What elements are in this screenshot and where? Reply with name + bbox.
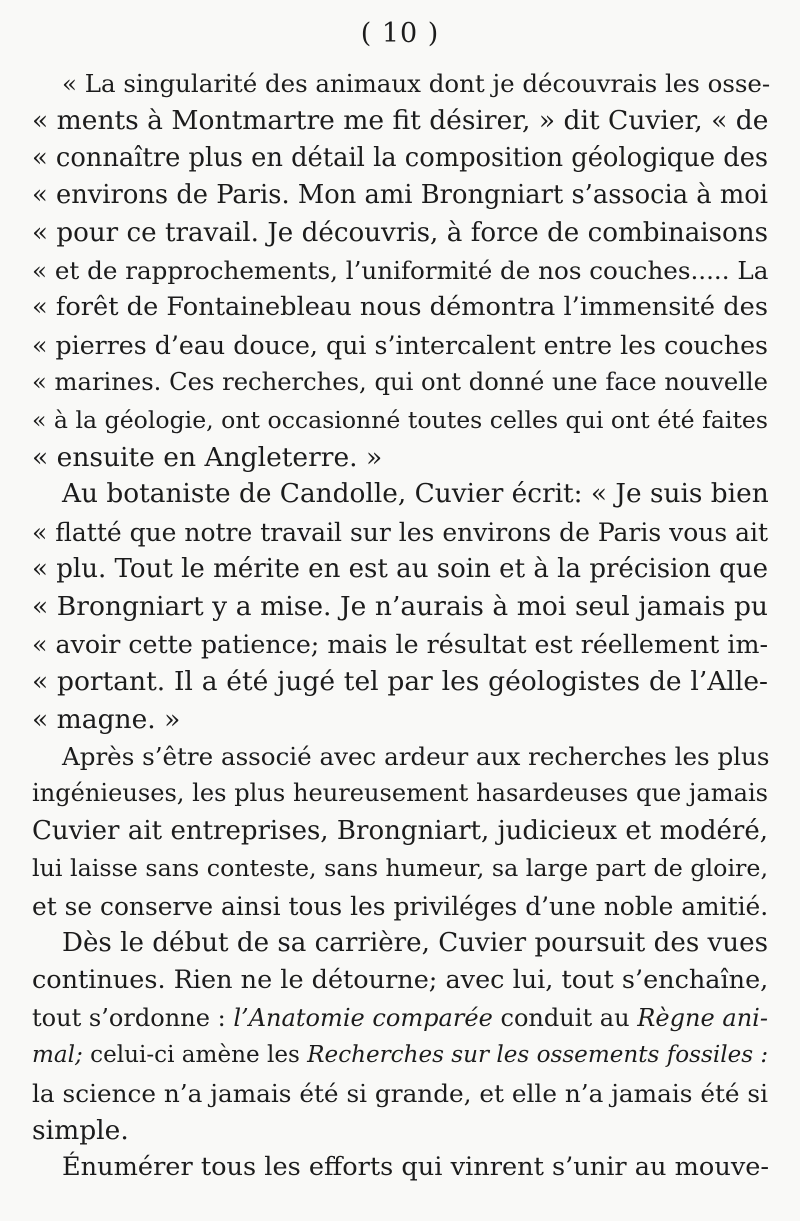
text-segment: conduit au (492, 1003, 638, 1032)
text-line: Cuvier ait entreprises, Brongniart, judicieux et modéré, (32, 815, 768, 846)
text-line: « portant. Il a été jugé tel par les géologistes de l’Alle- (32, 666, 768, 698)
italic-title-regne: Règne ani- (637, 1003, 768, 1032)
text-line: « pour ce travail. Je découvris, à force de combinaisons (32, 217, 768, 248)
text-line-mixed (32, 1037, 768, 1074)
text-line: « flatté que notre travail sur les environs de Paris vous ait (32, 517, 768, 547)
paragraph-cuvier-quote (32, 65, 771, 476)
text-line: « avoir cette patience; mais le résultat est réellement im- (32, 629, 768, 659)
text-line: Dès le début de sa carrière, Cuvier poursuit des vues (62, 927, 768, 958)
text-line: « marines. Ces recherches, qui ont donné une face nouvelle (32, 368, 768, 397)
paragraph-career (32, 925, 768, 1149)
page-number: ( 10 ) (360, 18, 440, 49)
text-line: « forêt de Fontainebleau nous démontra l’immensité des (32, 292, 768, 323)
text-line: lui laisse sans conteste, sans humeur, sa large part de gloire, (32, 854, 768, 883)
paragraph-enumerer (32, 1149, 768, 1186)
text-line: « magne. » (32, 703, 181, 735)
text-line: « ments à Montmartre me fit désirer, » dit Cuvier, « de (32, 105, 769, 137)
text-segment: tout s’ordonne : (32, 1003, 234, 1032)
text-line: ingénieuses, les plus heureusement hasardeuses que jamais (32, 779, 768, 808)
text-line: « Brongniart y a mise. Je n’aurais à moi seul jamais pu (32, 591, 768, 623)
text-line: et se conserve ainsi tous les priviléges d’une noble amitié. (32, 891, 769, 921)
paragraph-brongniart (32, 738, 768, 925)
text-line: « connaître plus en détail la composition géologique des (32, 142, 769, 173)
text-line: simple. (32, 1114, 129, 1146)
text-line: Énumérer tous les efforts qui vinrent s’unir au mouve- (62, 1152, 770, 1183)
text-segment: celui-ci amène les (82, 1042, 308, 1069)
text-line: continues. Rien ne le détourne; avec lui, tout s’enchaîne, (32, 965, 769, 996)
text-line: Au botaniste de Candolle, Cuvier écrit: « Je suis bien (62, 479, 769, 510)
text-line: « environs de Paris. Mon ami Brongniart s’associa à moi (32, 180, 768, 211)
italic-title-regne-cont: mal; (32, 1042, 83, 1069)
text-line: « pierres d’eau douce, qui s’intercalent entre les couches (32, 330, 768, 360)
text-line-mixed (32, 1000, 768, 1037)
body-text (32, 65, 771, 1187)
text-line: « La singularité des animaux dont je découvrais les osse- (62, 69, 771, 98)
italic-title-anatomie: l’Anatomie comparée (233, 1003, 493, 1032)
italic-title-recherches: Recherches sur les ossements fossiles : (307, 1042, 769, 1069)
text-line: « à la géologie, ont occasionné toutes celles qui ont été faites (32, 405, 768, 434)
text-line: « plu. Tout le mérite en est au soin et à la précision que (32, 554, 768, 585)
text-line: Après s’être associé avec ardeur aux recherches les plus (62, 742, 770, 772)
paragraph-candolle-letter (32, 476, 768, 738)
text-line: « et de rapprochements, l’uniformité de nos couches..... La (32, 255, 769, 285)
text-line: la science n’a jamais été si grande, et elle n’a jamais été si (32, 1078, 768, 1108)
text-line: « ensuite en Angleterre. » (32, 441, 383, 473)
